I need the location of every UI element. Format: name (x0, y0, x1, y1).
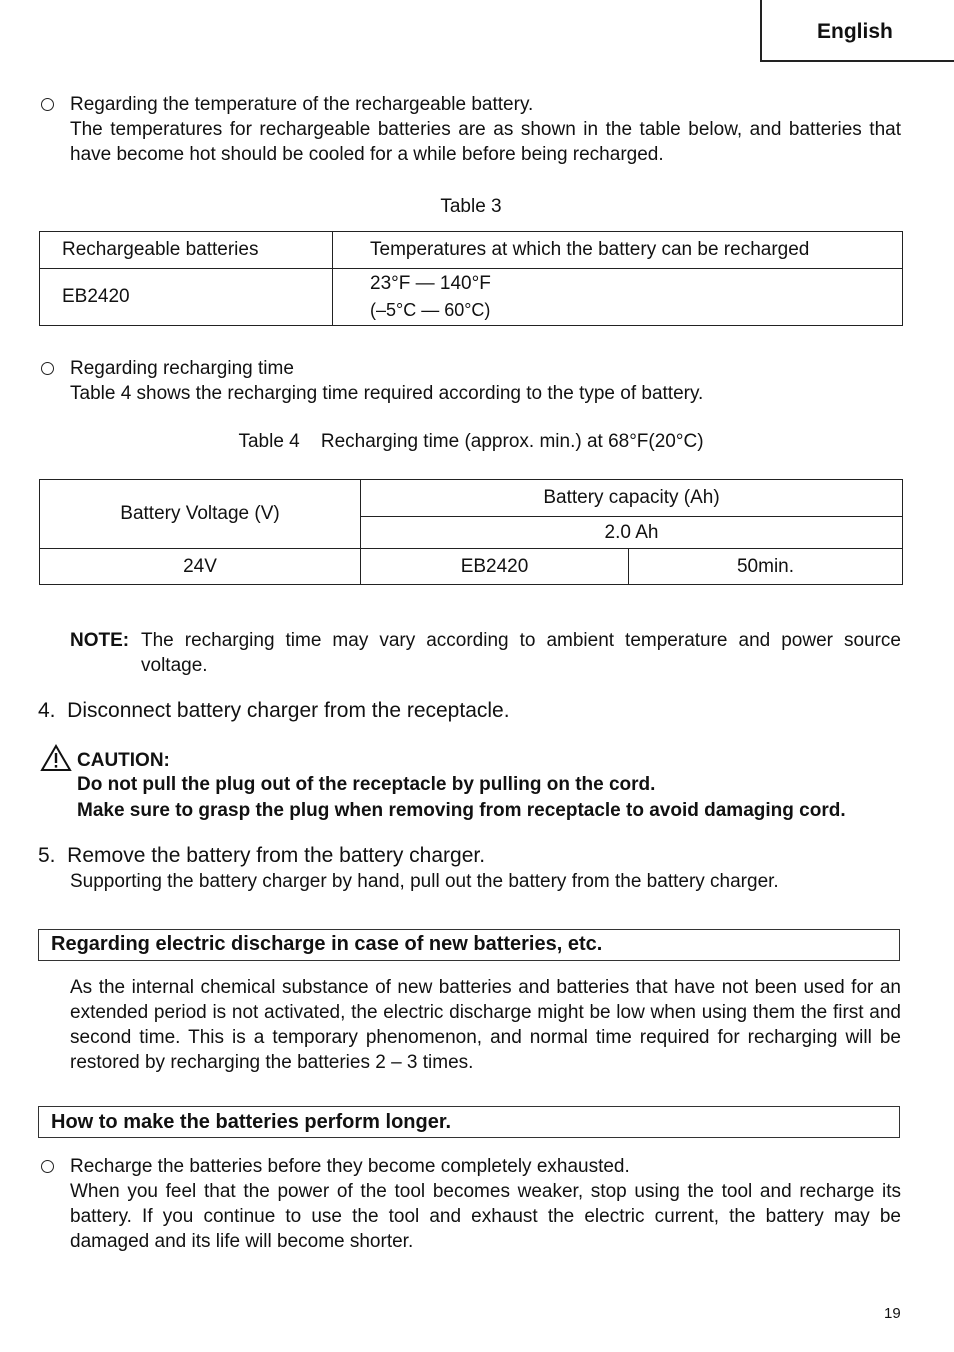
discharge-body: As the internal chemical substance of new batteries and batteries that have not been used for an extended period is not activated, the electric discharge might be low when using them the first and second time. This is a temporary phenomenon, and normal time required for recharging will be restored by recharging the batteries 2 – 3 times. (70, 977, 901, 1073)
table4-header-voltage: Battery Voltage (V) (40, 480, 361, 549)
table3-temp-f: 23°F — 140°F (370, 273, 491, 294)
table4-cell-battery: EB2420 (361, 549, 629, 585)
temperature-body: The temperatures for rechargeable batteries are as shown in the table below, and batteries that have become hot should be cooled for a while before being recharged. (70, 119, 901, 165)
note-label: NOTE: (70, 630, 130, 651)
caution-line2: Make sure to grasp the plug when removing from receptacle to avoid damaging cord. (77, 800, 846, 821)
caution-triangle-icon (40, 744, 72, 772)
table4-caption: Table 4 Recharging time (approx. min.) at 68°F(20°C) (238, 431, 704, 452)
table4 (39, 479, 903, 585)
table4-cell-time: 50min. (629, 549, 903, 585)
longer-title: Recharge the batteries before they become completely exhausted. (70, 1156, 630, 1177)
table3-header-temperature: Temperatures at which the battery can be recharged (333, 232, 903, 269)
table3-caption: Table 3 (440, 196, 502, 217)
table3-header-battery: Rechargeable batteries (40, 232, 333, 269)
caution-label: CAUTION: (77, 750, 170, 771)
table3-cell-battery: EB2420 (40, 269, 333, 326)
longer-heading: How to make the batteries perform longer. (38, 1106, 900, 1138)
bullet-circle-icon (41, 362, 54, 375)
table3 (39, 231, 903, 326)
longer-body: When you feel that the power of the tool becomes weaker, stop using the tool and recharge its battery. If you continue to use the tool and exhaust the electric current, the battery may be damaged and its life will become shorter. (70, 1181, 901, 1252)
temperature-title: Regarding the temperature of the rechargeable battery. (70, 94, 534, 115)
step5-body: Supporting the battery charger by hand, pull out the battery from the battery charger. (70, 871, 779, 892)
page-number: 19 (884, 1305, 901, 1322)
table3-cell-temperature (333, 269, 903, 326)
table4-cell-voltage: 24V (40, 549, 361, 585)
caution-line1: Do not pull the plug out of the receptacle by pulling on the cord. (77, 774, 656, 795)
step5-title: 5. Remove the battery from the battery charger. (38, 844, 486, 867)
table3-temp-c: (–5°C — 60°C) (370, 300, 491, 320)
step4-text: 4. Disconnect battery charger from the receptacle. (38, 699, 510, 722)
discharge-heading: Regarding electric discharge in case of new batteries, etc. (38, 929, 900, 961)
language-label: English (817, 20, 893, 43)
note-text: The recharging time may vary according to ambient temperature and power source voltage. (141, 630, 901, 676)
bullet-circle-icon (41, 98, 54, 111)
recharging-title: Regarding recharging time (70, 358, 294, 379)
recharging-body: Table 4 shows the recharging time required according to the type of battery. (70, 383, 704, 404)
table4-header-capacity: Battery capacity (Ah) (361, 480, 903, 517)
bullet-circle-icon (41, 1160, 54, 1173)
table4-capacity-value: 2.0 Ah (361, 517, 903, 549)
